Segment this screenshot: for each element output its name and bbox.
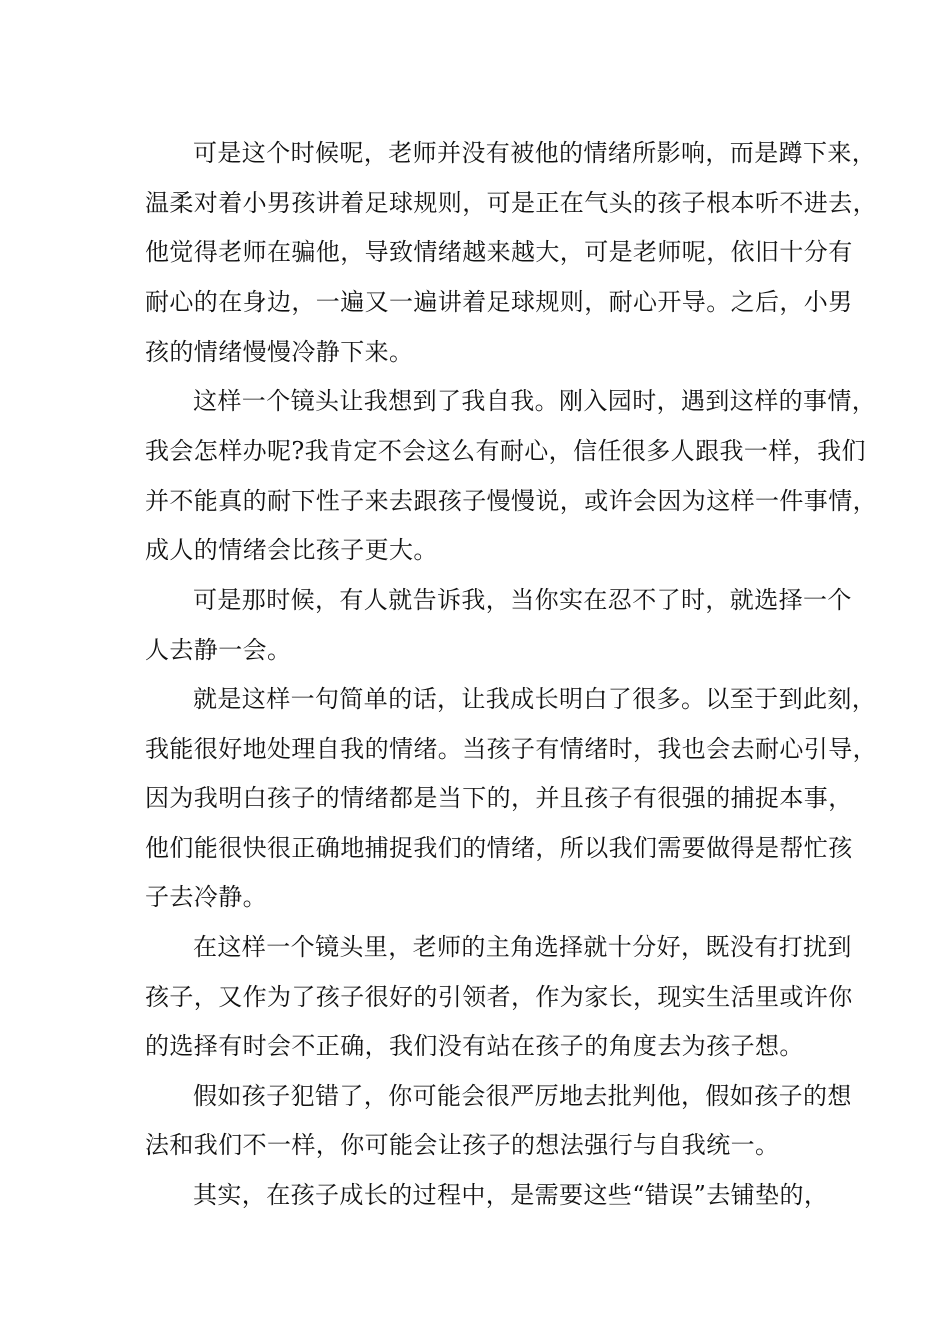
- text-line: 可是那时候，有人就告诉我，当你实在忍不了时，就选择一个: [193, 586, 852, 614]
- text-line: 其实，在孩子成长的过程中，是需要这些“错误”去铺垫的，: [193, 1181, 829, 1209]
- text-line: 并不能真的耐下性子来去跟孩子慢慢说，或许会因为这样一件事情，: [145, 487, 877, 515]
- text-line: 假如孩子犯错了，你可能会很严厉地去批判他，假如孩子的想: [193, 1082, 852, 1110]
- text-line: 他觉得老师在骗他，导致情绪越来越大，可是老师呢，依旧十分有: [145, 238, 853, 266]
- text-line: 孩的情绪慢慢冷静下来。: [145, 338, 414, 366]
- text-line: 我会怎样办呢?我肯定不会这么有耐心，信任很多人跟我一样，我们: [145, 437, 866, 465]
- text-line: 因为我明白孩子的情绪都是当下的，并且孩子有很强的捕捉本事，: [145, 784, 853, 812]
- text-line: 我能很好地处理自我的情绪。当孩子有情绪时，我也会去耐心引导，: [145, 735, 877, 763]
- text-line: 法和我们不一样，你可能会让孩子的想法强行与自我统一。: [145, 1131, 780, 1159]
- text-line: 他们能很快很正确地捕捉我们的情绪，所以我们需要做得是帮忙孩: [145, 834, 853, 862]
- text-line: 子去冷静。: [145, 883, 267, 911]
- text-line: 孩子，又作为了孩子很好的引领者，作为家长，现实生活里或许你: [145, 983, 853, 1011]
- text-line: 在这样一个镜头里，老师的主角选择就十分好，既没有打扰到: [193, 933, 852, 961]
- text-line: 可是这个时候呢，老师并没有被他的情绪所影响，而是蹲下来，: [193, 139, 877, 167]
- text-line: 耐心的在身边，一遍又一遍讲着足球规则，耐心开导。之后，小男: [145, 288, 853, 316]
- text-line: 就是这样一句简单的话，让我成长明白了很多。以至于到此刻，: [193, 685, 877, 713]
- text-line: 这样一个镜头让我想到了我自我。刚入园时，遇到这样的事情，: [193, 387, 877, 415]
- text-line: 人去静一会。: [145, 636, 292, 664]
- text-line: 的选择有时会不正确，我们没有站在孩子的角度去为孩子想。: [145, 1032, 804, 1060]
- text-line: 温柔对着小男孩讲着足球规则，可是正在气头的孩子根本听不进去，: [145, 189, 877, 217]
- text-line: 成人的情绪会比孩子更大。: [145, 536, 438, 564]
